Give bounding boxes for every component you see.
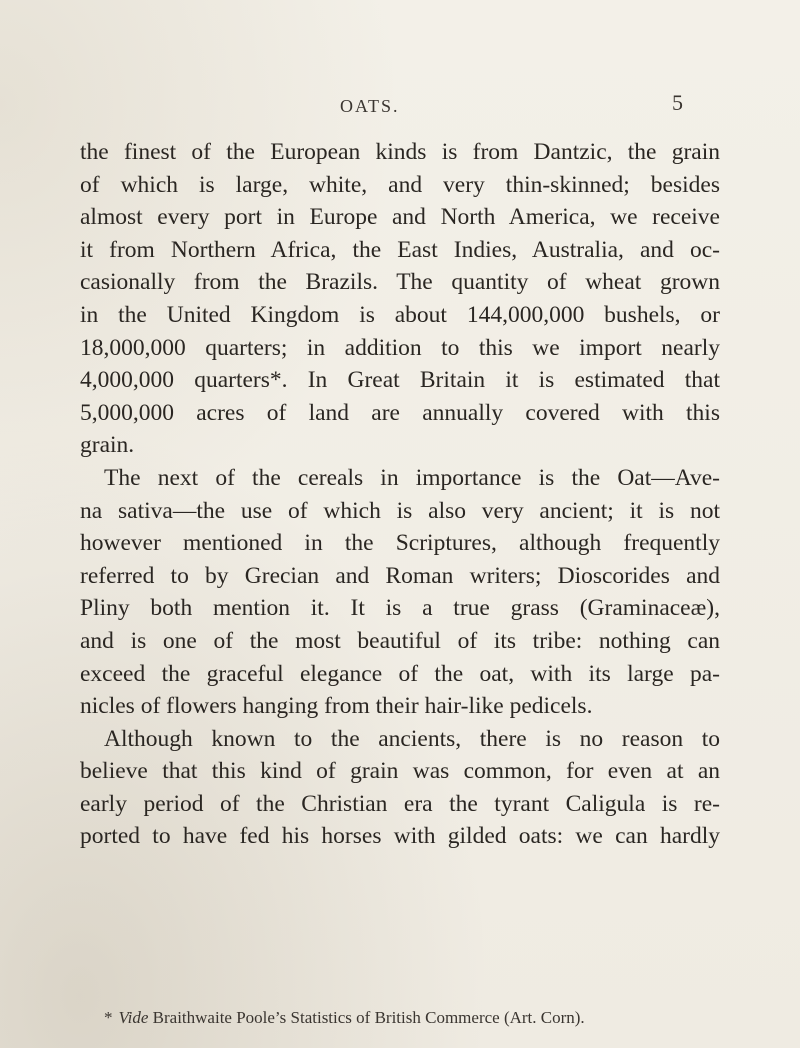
text-line: referred to by Grecian and Roman writers; Dioscorides and	[80, 562, 720, 589]
page-number: 5	[672, 90, 683, 115]
text-line: it from Northern Africa, the East Indies, Australia, and oc-	[80, 236, 720, 263]
running-head	[0, 90, 800, 128]
text-line: however mentioned in the Scriptures, although frequently	[80, 530, 720, 557]
text-line: grain.	[80, 432, 135, 459]
body-text	[80, 136, 720, 853]
text-line: the finest of the European kinds is from Dantzic, the grain	[80, 139, 720, 165]
text-line: almost every port in Europe and North America, we receive	[80, 204, 720, 231]
text-line: casionally from the Brazils. The quantity of wheat grown	[80, 269, 720, 296]
text-line: early period of the Christian era the tyrant Caligula is re-	[80, 790, 720, 817]
footnote-text: Braithwaite Poole’s Statistics of British Commerce (Art. Corn).	[152, 1008, 585, 1027]
text-line: Pliny both mention it. It is a true grass (Graminaceæ),	[80, 595, 720, 622]
text-line: The next of the cereals in importance is the Oat—Ave-	[104, 464, 720, 491]
footnote-marker: *	[104, 1008, 113, 1027]
text-line: nicles of flowers hanging from their hair-like pedicels.	[80, 693, 593, 720]
text-line: and is one of the most beautiful of its tribe: nothing can	[80, 627, 720, 654]
text-line: na sativa—the use of which is also very ancient; it is not	[80, 497, 720, 524]
text-line: exceed the graceful elegance of the oat, with its large pa-	[80, 660, 720, 687]
text-line: 4,000,000 quarters*. In Great Britain it is estimated that	[80, 367, 720, 394]
text-line: of which is large, white, and very thin-skinned; besides	[80, 171, 720, 198]
text-line: 18,000,000 quarters; in addition to this we import nearly	[80, 334, 720, 361]
running-head-title: OATS.	[340, 96, 400, 116]
footnote-vide: Vide	[118, 1008, 149, 1027]
text-line: believe that this kind of grain was common, for even at an	[80, 758, 720, 785]
text-line: in the United Kingdom is about 144,000,000 bushels, or	[80, 301, 720, 328]
footnote	[104, 1008, 724, 1028]
text-line: 5,000,000 acres of land are annually covered with this	[80, 399, 720, 426]
text-line: ported to have fed his horses with gilded oats: we can hardly	[80, 823, 720, 850]
text-line: Although known to the ancients, there is no reason to	[104, 725, 720, 752]
